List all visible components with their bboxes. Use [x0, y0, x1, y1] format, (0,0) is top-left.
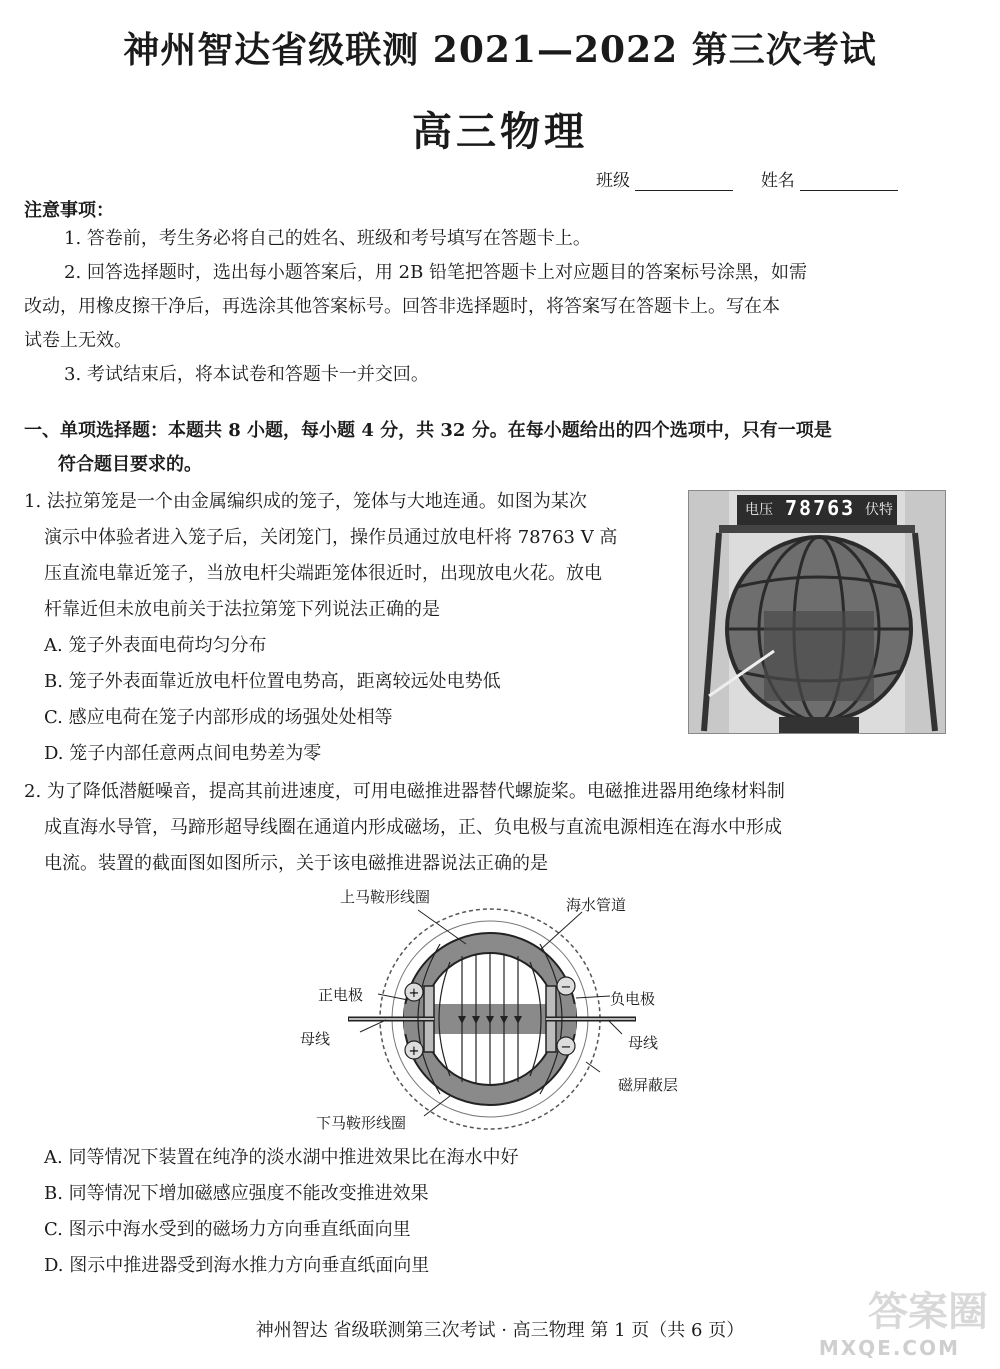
sign-voltage-value: 78763: [785, 496, 856, 520]
q1-option-c: C. 感应电荷在笼子内部形成的场强处处相等: [44, 707, 393, 728]
q1-line4: 杆靠近但未放电前关于法拉第笼下列说法正确的是: [44, 599, 440, 620]
q2-line2: 成直海水导管，马蹄形超导线圈在通道内形成磁场，正、负电极与直流电源相连在海水中形成: [44, 817, 782, 838]
notice-item-2-line2: 改动，用橡皮擦干净后，再选涂其他答案标号。回答非选择题时，将答案写在答题卡上。写在本: [24, 296, 780, 317]
q2-option-a: A. 同等情况下装置在纯净的淡水湖中推进效果比在海水中好: [44, 1147, 519, 1168]
q2-line3: 电流。装置的截面图如图所示，关于该电磁推进器说法正确的是: [44, 853, 548, 874]
section-1-line2: 符合题目要求的。: [58, 454, 202, 475]
q1-line3: 压直流电靠近笼子，当放电杆尖端距笼体很近时，出现放电火花。放电: [44, 563, 602, 584]
svg-text:+: +: [408, 986, 420, 1001]
name-blank[interactable]: [800, 172, 898, 191]
q1-option-b: B. 笼子外表面靠近放电杆位置电势高，距离较远处电势低: [44, 671, 501, 692]
q2-option-c: C. 图示中海水受到的磁场力方向垂直纸面向里: [44, 1219, 411, 1240]
faraday-cage-illustration: [689, 491, 945, 733]
class-label: 班级: [596, 171, 630, 191]
svg-text:+: +: [408, 1044, 420, 1059]
q1-line1: 1. 法拉第笼是一个由金属编织成的笼子，笼体与大地连通。如图为某次: [24, 491, 587, 512]
svg-text:−: −: [560, 1040, 572, 1055]
label-positive-electrode: 正电极: [318, 986, 364, 1004]
label-upper-coil: 上马鞍形线圈: [340, 888, 431, 906]
notice-heading: 注意事项：: [24, 200, 114, 221]
q2-option-b: B. 同等情况下增加磁感应强度不能改变推进效果: [44, 1183, 429, 1204]
label-busbar-left: 母线: [300, 1030, 331, 1048]
notice-item-2-line1: 2. 回答选择题时，选出每小题答案后，用 2B 铅笔把答题卡上对应题目的答案标号涂黑，如需: [64, 262, 808, 283]
notice-item-3: 3. 考试结束后，将本试卷和答题卡一并交回。: [64, 364, 429, 385]
label-lower-coil: 下马鞍形线圈: [316, 1114, 407, 1132]
q1-line2: 演示中体验者进入笼子后，关闭笼门，操作员通过放电杆将 78763 V 高: [44, 527, 618, 548]
q2-option-d: D. 图示中推进器受到海水推力方向垂直纸面向里: [44, 1255, 430, 1276]
notice-item-2-line3: 试卷上无效。: [24, 330, 132, 351]
sign-unit-label: 伏特: [865, 502, 893, 518]
q1-option-d: D. 笼子内部任意两点间电势差为零: [44, 743, 322, 764]
label-busbar-right: 母线: [628, 1034, 659, 1052]
thruster-diagram: [300, 882, 700, 1132]
q1-option-a: A. 笼子外表面电荷均匀分布: [44, 635, 267, 656]
class-blank[interactable]: [635, 172, 733, 191]
watermark-logo: 答案圈: [868, 1289, 988, 1335]
page-footer: 神州智达 省级联测第三次考试 · 高三物理 第 1 页（共 6 页）: [255, 1320, 745, 1341]
label-negative-electrode: 负电极: [610, 990, 656, 1008]
name-label: 姓名: [760, 171, 795, 191]
notice-item-1: 1. 答卷前，考生务必将自己的姓名、班级和考号填写在答题卡上。: [64, 228, 591, 249]
student-fields: [596, 166, 920, 191]
exam-title: 神州智达省级联测 2021—2022 第三次考试: [123, 29, 877, 71]
sign-voltage-label: 电压: [745, 502, 773, 518]
q2-line1: 2. 为了降低潜艇噪音，提高其前进速度，可用电磁推进器替代螺旋桨。电磁推进器用绝缘材料制: [24, 781, 785, 802]
svg-text:−: −: [560, 980, 572, 995]
label-magnetic-shield: 磁屏蔽层: [618, 1076, 679, 1094]
label-seawater-channel: 海水管道: [566, 896, 627, 914]
section-1-line1: 一、单项选择题：本题共 8 小题，每小题 4 分，共 32 分。在每小题给出的四个选项中，只有一项是: [24, 420, 832, 441]
section-1-heading: [24, 414, 954, 482]
watermark-site: MXQE.COM: [818, 1336, 960, 1360]
subject-title: 高三物理: [412, 108, 588, 155]
faraday-cage-photo: [688, 490, 946, 734]
